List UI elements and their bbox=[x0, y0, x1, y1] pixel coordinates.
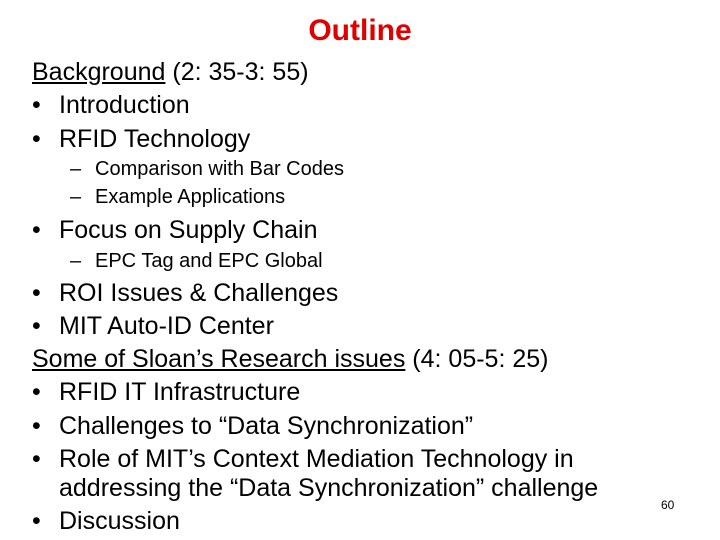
sub-list-item bbox=[70, 159, 344, 179]
list-item bbox=[32, 414, 473, 439]
bullet-icon: • bbox=[32, 445, 41, 473]
section-heading-research bbox=[32, 347, 548, 372]
dash-icon: – bbox=[70, 250, 82, 272]
list-item bbox=[32, 281, 338, 306]
list-item bbox=[32, 380, 300, 405]
bullet-icon: • bbox=[32, 279, 41, 307]
bullet-icon: • bbox=[32, 412, 41, 440]
section-heading-link[interactable]: Some of Sloan’s Research issues bbox=[32, 345, 406, 373]
list-item-text: Role of MIT’s Context Mediation Technology in bbox=[59, 445, 574, 473]
section-heading-time: (4: 05-5: 25) bbox=[405, 345, 549, 373]
bullet-icon: • bbox=[32, 216, 41, 244]
list-item bbox=[32, 509, 180, 534]
section-heading-time: (2: 35-3: 55) bbox=[165, 58, 309, 86]
section-heading-link[interactable]: Background bbox=[32, 58, 166, 86]
sub-list-item-text: EPC Tag and EPC Global bbox=[95, 250, 323, 272]
bullet-icon: • bbox=[32, 125, 41, 153]
sub-list-item-text: Example Applications bbox=[95, 186, 286, 208]
list-item-text: Challenges to “Data Synchronization” bbox=[59, 412, 474, 440]
dash-icon: – bbox=[70, 158, 82, 180]
list-item bbox=[32, 93, 190, 118]
slide-title: Outline bbox=[308, 14, 412, 47]
sub-list-item bbox=[70, 251, 323, 271]
list-item bbox=[32, 127, 250, 152]
list-item bbox=[32, 218, 317, 243]
list-item-text: RFID IT Infrastructure bbox=[59, 378, 301, 406]
bullet-icon: • bbox=[32, 91, 41, 119]
sub-list-item-text: Comparison with Bar Codes bbox=[95, 158, 344, 180]
bullet-icon: • bbox=[32, 507, 41, 535]
list-item bbox=[32, 314, 274, 339]
sub-list-item bbox=[70, 187, 285, 207]
list-item-text: Focus on Supply Chain bbox=[59, 216, 318, 244]
list-item-text: MIT Auto-ID Center bbox=[59, 312, 274, 340]
bullet-icon: • bbox=[32, 378, 41, 406]
list-item-text: Introduction bbox=[59, 91, 190, 119]
dash-icon: – bbox=[70, 186, 82, 208]
list-item-continuation: addressing the “Data Synchronization” challenge bbox=[59, 474, 599, 502]
page-number: 60 bbox=[661, 498, 675, 512]
list-item-text: RFID Technology bbox=[59, 125, 251, 153]
bullet-icon: • bbox=[32, 312, 41, 340]
list-item-text: ROI Issues & Challenges bbox=[59, 279, 339, 307]
section-heading-background bbox=[32, 60, 309, 85]
list-item-text: Discussion bbox=[59, 507, 180, 535]
list-item bbox=[32, 447, 574, 472]
